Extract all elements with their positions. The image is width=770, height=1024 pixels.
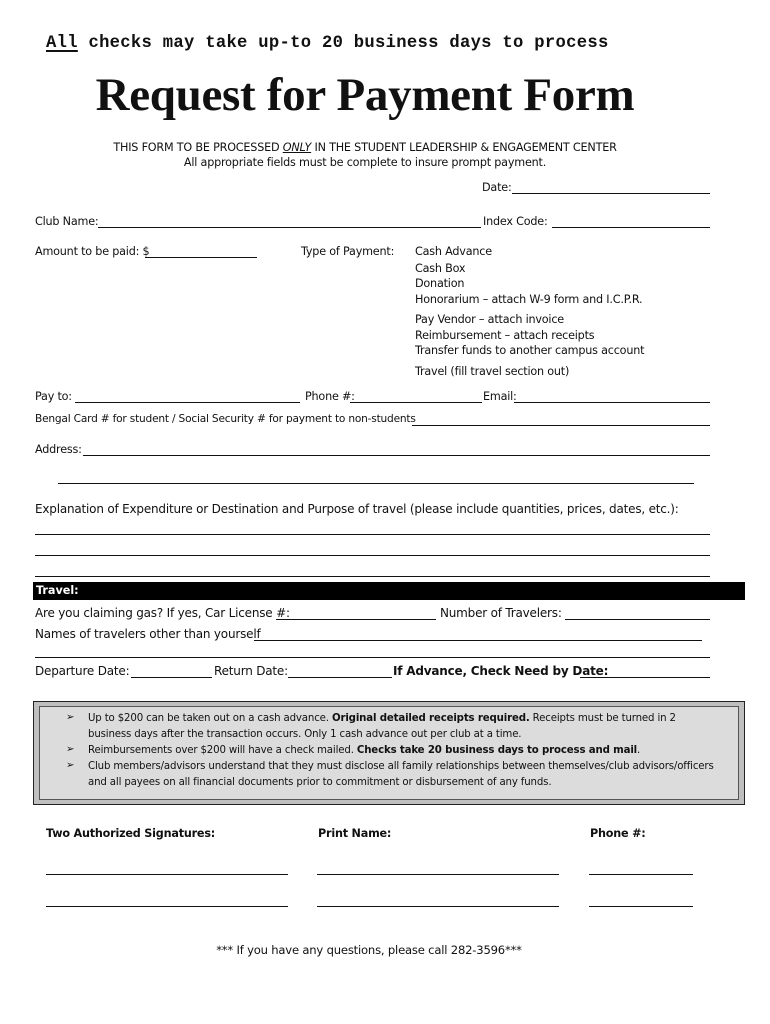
- date-field[interactable]: [512, 193, 710, 194]
- payment-option-travel[interactable]: Travel (fill travel section out): [415, 365, 570, 378]
- return-date-field[interactable]: [288, 677, 392, 678]
- note-1-text-a: Up to $200 can be taken out on a cash advance.: [88, 713, 332, 724]
- subtitle-line-1: [0, 141, 730, 154]
- travelers-names-field-2[interactable]: [35, 657, 710, 658]
- signature-phone-field-2[interactable]: [589, 906, 693, 907]
- print-name-field-1[interactable]: [317, 874, 559, 875]
- advance-need-date-field[interactable]: [580, 677, 710, 678]
- note-3-text-a: Club members/advisors understand that they must disclose all family relationships between themselves/club advisors/officers and all payees on all financial documents prior to commitment or disbursement of any funds.: [88, 761, 714, 788]
- signature-phone-label: Phone #:: [590, 827, 646, 840]
- phone-label: Phone #:: [305, 390, 355, 403]
- club-name-field[interactable]: [98, 227, 481, 228]
- departure-label: Departure Date:: [35, 664, 130, 678]
- note-1-text-bold: Original detailed receipts required.: [331, 713, 530, 724]
- note-2-text-c: .: [637, 745, 641, 756]
- explanation-field-line-2[interactable]: [35, 555, 710, 556]
- note-disclosure: [88, 759, 718, 791]
- payment-option-cash-advance[interactable]: Cash Advance: [415, 245, 492, 258]
- note-reimbursements: [88, 743, 718, 759]
- email-label: Email:: [483, 390, 517, 403]
- payment-option-reimbursement[interactable]: Reimbursement – attach receipts: [415, 329, 595, 342]
- subtitle-text-a: THIS FORM TO BE PROCESSED: [113, 141, 283, 154]
- bengal-card-label: Bengal Card # for student / Social Security # for payment to non-students: [35, 413, 416, 425]
- note-2-text-a: Reimbursements over $200 will have a check mailed.: [88, 745, 357, 756]
- notes-box: [33, 701, 745, 805]
- explanation-field-line-1[interactable]: [35, 534, 710, 535]
- payment-option-honorarium[interactable]: Honorarium – attach W-9 form and I.C.P.R.: [415, 293, 643, 306]
- signature-field-2[interactable]: [46, 906, 288, 907]
- index-code-field[interactable]: [552, 227, 710, 228]
- travel-section-header: [33, 582, 745, 600]
- explanation-label: Explanation of Expenditure or Destination and Purpose of travel (please include quantities, prices, dates, etc.):: [35, 502, 679, 516]
- travel-header-label: Travel:: [36, 584, 79, 597]
- print-name-label: Print Name:: [318, 827, 392, 840]
- explanation-field-line-3[interactable]: [35, 576, 710, 577]
- address-field-line-1[interactable]: [83, 455, 710, 456]
- subtitle-only: ONLY: [282, 141, 312, 154]
- travelers-names-label: Names of travelers other than yourself: [35, 627, 261, 641]
- travelers-names-field[interactable]: [254, 640, 702, 641]
- index-code-label: Index Code:: [483, 215, 548, 228]
- advance-need-label: If Advance, Check Need by Date:: [393, 664, 609, 678]
- num-travelers-field[interactable]: [565, 619, 710, 620]
- subtitle-line-2: All appropriate fields must be complete to insure prompt payment.: [183, 156, 547, 169]
- page-title: Request for Payment Form: [95, 69, 635, 121]
- pay-to-label: Pay to:: [35, 390, 72, 403]
- processing-notice: [46, 34, 609, 53]
- bullet-arrow-icon: ➢: [66, 760, 75, 771]
- return-label: Return Date:: [214, 664, 288, 678]
- club-name-label: Club Name:: [35, 215, 99, 228]
- subtitle-text-b: IN THE STUDENT LEADERSHIP & ENGAGEMENT CENTER: [311, 141, 617, 154]
- payment-option-pay-vendor[interactable]: Pay Vendor – attach invoice: [415, 313, 564, 326]
- signature-phone-field-1[interactable]: [589, 874, 693, 875]
- address-label: Address:: [35, 443, 82, 456]
- payment-option-cash-box[interactable]: Cash Box: [415, 262, 466, 275]
- payment-option-donation[interactable]: Donation: [415, 277, 465, 290]
- phone-field[interactable]: [350, 402, 482, 403]
- note-cash-advance: [88, 711, 718, 743]
- signature-field-1[interactable]: [46, 874, 288, 875]
- pay-to-field[interactable]: [75, 402, 300, 403]
- note-1-text-c: Receipts must be turned in 2 business days after the transaction occurs. Only 1 cash advance out per club at a time.: [88, 713, 676, 740]
- notice-text: checks may take up-to 20 business days to process: [77, 34, 609, 53]
- email-field[interactable]: [514, 402, 710, 403]
- gas-label: Are you claiming gas? If yes, Car License #:: [35, 606, 290, 620]
- notice-first-word: All: [46, 34, 78, 53]
- type-of-payment-label: Type of Payment:: [301, 245, 395, 258]
- num-travelers-label: Number of Travelers:: [440, 606, 562, 620]
- amount-field[interactable]: [145, 257, 257, 258]
- print-name-field-2[interactable]: [317, 906, 559, 907]
- amount-label: Amount to be paid: $: [35, 245, 150, 258]
- questions-footer: *** If you have any questions, please call 282-3596***: [216, 943, 522, 957]
- bengal-card-field[interactable]: [412, 425, 710, 426]
- payment-option-transfer[interactable]: Transfer funds to another campus account: [415, 344, 645, 357]
- bullet-arrow-icon: ➢: [66, 712, 75, 723]
- bullet-arrow-icon: ➢: [66, 744, 75, 755]
- note-2-text-bold: Checks take 20 business days to process and mail: [356, 745, 637, 756]
- car-license-field[interactable]: [276, 619, 436, 620]
- date-label: Date:: [482, 181, 512, 194]
- authorized-signatures-label: Two Authorized Signatures:: [46, 827, 216, 840]
- address-field-line-2[interactable]: [58, 483, 694, 484]
- departure-date-field[interactable]: [131, 677, 212, 678]
